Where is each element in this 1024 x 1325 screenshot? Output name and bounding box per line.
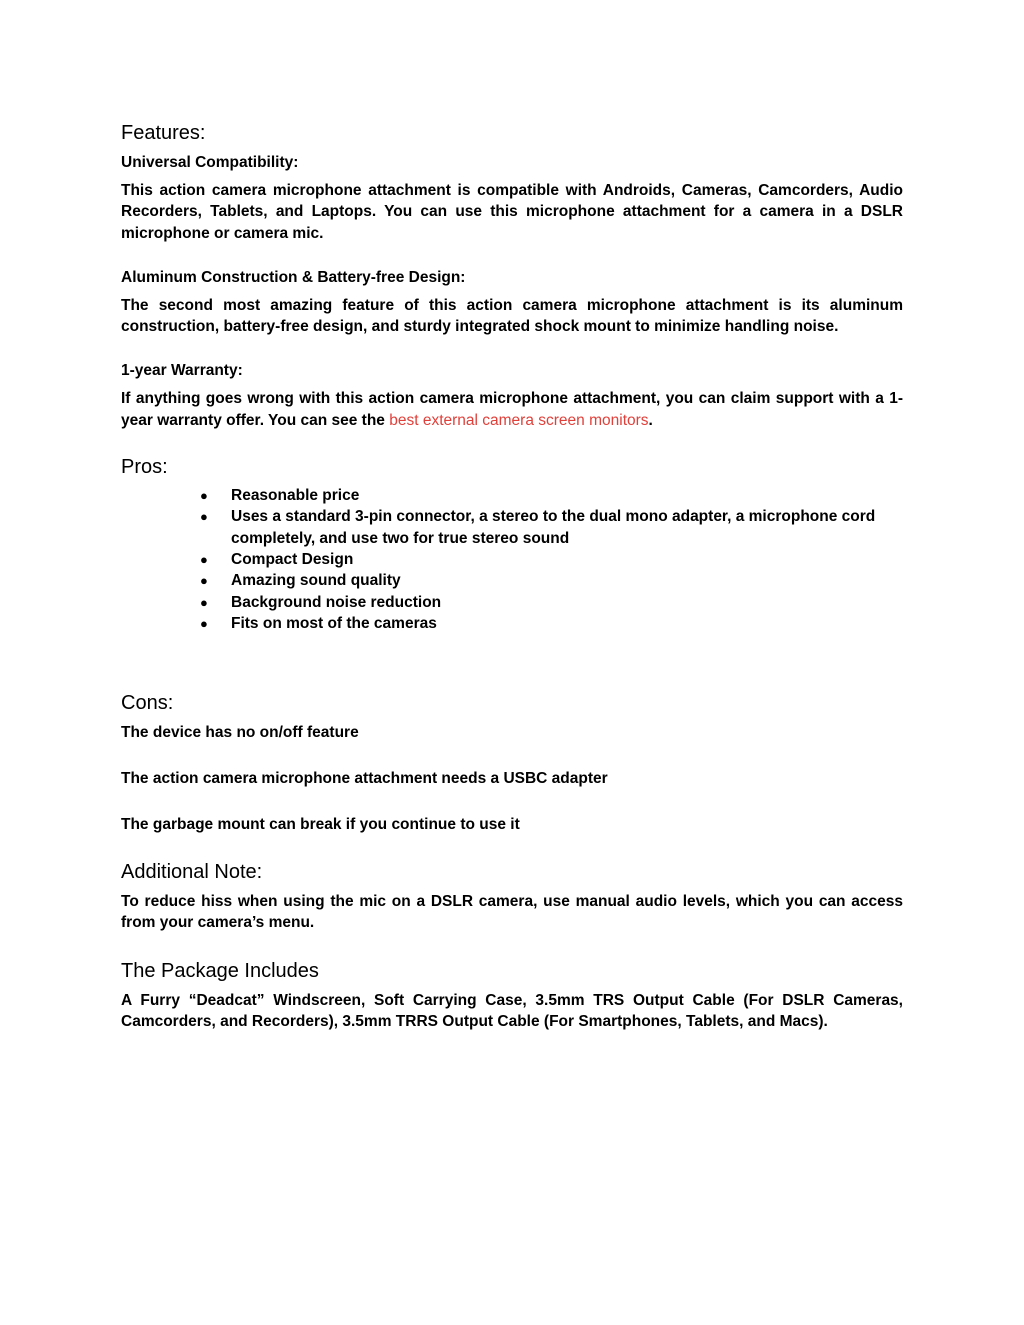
feature-title-aluminum-construction: Aluminum Construction & Battery-free Design: xyxy=(121,268,466,286)
list-item xyxy=(200,506,903,549)
pros-item-text: Amazing sound quality xyxy=(231,572,401,590)
bullet-icon: ● xyxy=(200,615,208,631)
pros-item-text: Background noise reduction xyxy=(231,593,442,611)
package-text: A Furry “Deadcat” Windscreen, Soft Carrying Case, 3.5mm TRS Output Cable (For DSLR Cameras, Camcorders, and Recorders), 3.5mm TRRS Output Cable (For Smartphones, Tablets, and Macs). xyxy=(121,991,903,1031)
feature-text-universal-compatibility: This action camera microphone attachment is compatible with Androids, Cameras, Camcorders, Audio Recorders, Tablets, and Laptops. You can use this microphone attachment for a camera in a DSLR microphone or camera mic. xyxy=(121,182,903,242)
pros-heading: Pros: xyxy=(121,456,168,479)
package-heading: The Package Includes xyxy=(121,959,319,982)
warranty-text-end: . xyxy=(648,411,653,429)
bullet-icon: ● xyxy=(200,551,208,567)
list-item xyxy=(200,613,903,634)
features-heading: Features: xyxy=(121,122,206,144)
bullet-icon: ● xyxy=(200,488,208,504)
warranty-text: If anything goes wrong with this action camera microphone attachment, you can claim support with a 1-year warranty offer. You can see the xyxy=(121,390,903,429)
feature-text-aluminum-construction: The second most amazing feature of this action camera microphone attachment is its aluminum construction, battery-free design, and sturdy integrated shock mount to minimize handling noise. xyxy=(121,296,903,336)
feature-text-warranty xyxy=(121,388,903,431)
pros-item-text: Compact Design xyxy=(231,550,354,568)
additional-note-text: To reduce hiss when using the mic on a DSLR camera, use manual audio levels, which you can access from your camera’s menu. xyxy=(121,893,903,932)
bullet-icon: ● xyxy=(200,509,208,525)
cons-item: The device has no on/off feature xyxy=(121,724,359,742)
pros-item-text: Uses a standard 3-pin connector, a stereo to the dual mono adapter, a microphone cord completely, and use two for true stereo sound xyxy=(231,508,876,547)
best-external-camera-screen-monitors-link[interactable]: best external camera screen monitors xyxy=(389,411,649,429)
bullet-icon: ● xyxy=(200,594,208,610)
feature-title-universal-compatibility: Universal Compatibility: xyxy=(121,154,299,171)
cons-item: The garbage mount can break if you continue to use it xyxy=(121,816,520,834)
cons-item: The action camera microphone attachment needs a USBC adapter xyxy=(121,770,608,788)
feature-title-warranty: 1-year Warranty: xyxy=(121,362,243,380)
bullet-icon: ● xyxy=(200,573,208,589)
list-item xyxy=(200,570,903,591)
document-page xyxy=(121,121,903,1032)
list-item xyxy=(200,549,903,570)
pros-item-text: Reasonable price xyxy=(231,487,360,505)
pros-list xyxy=(121,485,903,634)
additional-note-heading: Additional Note: xyxy=(121,861,263,884)
list-item xyxy=(200,485,903,506)
pros-item-text: Fits on most of the cameras xyxy=(231,614,437,632)
list-item xyxy=(200,592,903,613)
cons-heading: Cons: xyxy=(121,692,174,715)
